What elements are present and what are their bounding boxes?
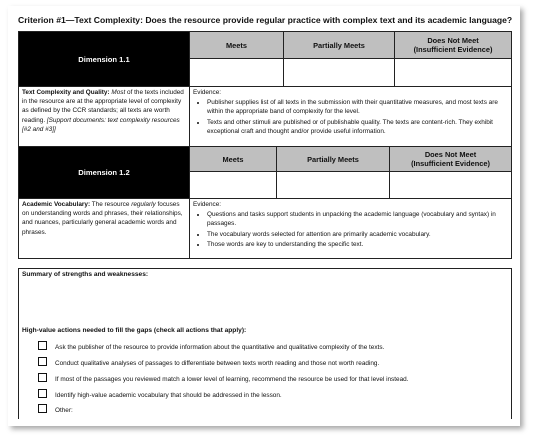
summary-title: Summary of strengths and weaknesses: [22, 271, 149, 278]
partially-meets-header: Partially Meets [284, 32, 395, 59]
does-not-meet-rating-cell[interactable] [395, 59, 512, 87]
dimension-1-1-description [19, 87, 190, 147]
does-not-meet-header [390, 147, 512, 172]
action-label: Identify high-value academic vocabulary that should be addressed in the lesson. [55, 392, 282, 399]
evidence-label: Evidence: [193, 201, 222, 208]
summary-section [18, 268, 512, 419]
insufficient-evidence-label: (Insufficient Evidence) [411, 159, 490, 168]
action-item[interactable] [38, 389, 282, 399]
evidence-list [193, 210, 508, 249]
desc-support-note: [Support documents: text complexity resources [#2 and #3]] [22, 116, 180, 133]
desc-text: The resource [91, 201, 130, 208]
evidence-item: • Texts and other stimuli are published or of publishable quality. The texts are content-rich. They exhibit exceptional craft and thought and/or provide useful information. [207, 118, 508, 136]
dimension-1-1-evidence [190, 87, 512, 147]
rubric-page [8, 6, 520, 426]
desc-label: Academic Vocabulary: [22, 201, 91, 208]
action-label: Conduct qualitative analyses of passages to differentiate between texts worth reading and those not worth reading. [55, 360, 380, 367]
action-label: Ask the publisher of the resource to provide information about the quantitative and qualitative complexity of the texts. [55, 344, 385, 351]
meets-header: Meets [190, 147, 277, 172]
evidence-item: • Those words are key to understanding the specific text. [207, 240, 508, 249]
checkbox[interactable] [38, 404, 47, 413]
desc-emphasis: Most [111, 89, 126, 96]
does-not-meet-label: Does Not Meet [427, 36, 479, 45]
desc-text: focuses on understanding words and phrases, their relationships, and nuances, particularly general academic words and phrases. [22, 201, 183, 236]
does-not-meet-header [395, 32, 512, 59]
dimension-1-1-title: Dimension 1.1 [19, 32, 190, 87]
action-item[interactable] [38, 404, 73, 414]
desc-emphasis: regularly [131, 201, 156, 208]
checkbox[interactable] [38, 341, 47, 350]
partially-meets-rating-cell[interactable] [284, 59, 395, 87]
action-item[interactable] [38, 357, 379, 367]
evidence-item: • Questions and tasks support students in unpacking the academic language (vocabulary and syntax) in passages. [207, 210, 508, 228]
partially-meets-header: Partially Meets [277, 147, 390, 172]
meets-header: Meets [190, 32, 284, 59]
checkbox[interactable] [38, 373, 47, 382]
does-not-meet-label: Does Not Meet [424, 150, 477, 159]
meets-rating-cell[interactable] [190, 59, 284, 87]
action-item[interactable] [38, 373, 408, 383]
action-label: Other: [55, 407, 73, 414]
dimension-1-2-title: Dimension 1.2 [19, 147, 190, 199]
dimension-1-2-table [18, 146, 512, 259]
does-not-meet-rating-cell[interactable] [390, 172, 512, 199]
evidence-list [193, 98, 508, 136]
criterion-title: Criterion #1—Text Complexity: Does the resource provide regular practice with complex text and its academic language? [18, 15, 513, 25]
evidence-label: Evidence: [193, 89, 222, 96]
dimension-1-2-evidence [190, 199, 512, 259]
insufficient-evidence-label: (Insufficient Evidence) [413, 45, 493, 54]
partially-meets-rating-cell[interactable] [277, 172, 390, 199]
checkbox[interactable] [38, 389, 47, 398]
action-item[interactable] [38, 341, 384, 351]
dimension-1-1-table [18, 31, 512, 147]
desc-label: Text Complexity and Quality: [22, 89, 110, 96]
dimension-1-2-description [19, 199, 190, 259]
checkbox[interactable] [38, 357, 47, 366]
action-label: If most of the passages you reviewed match a lower level of learning, recommend the resource be used for that level instead. [55, 376, 409, 383]
high-value-actions-title: High-value actions needed to fill the gaps (check all actions that apply): [22, 327, 247, 334]
evidence-item: • Publisher supplies list of all texts in the submission with their quantitative measures, and most texts are within the appropriate band of complexity for the level. [207, 98, 508, 116]
evidence-item: • The vocabulary words selected for attention are primarily academic vocabulary. [207, 230, 508, 239]
meets-rating-cell[interactable] [190, 172, 277, 199]
desc-text: of the texts included in the resource are at the appropriate level of complexity as defined by the CCR standards; all texts are worth reading. [22, 89, 184, 124]
